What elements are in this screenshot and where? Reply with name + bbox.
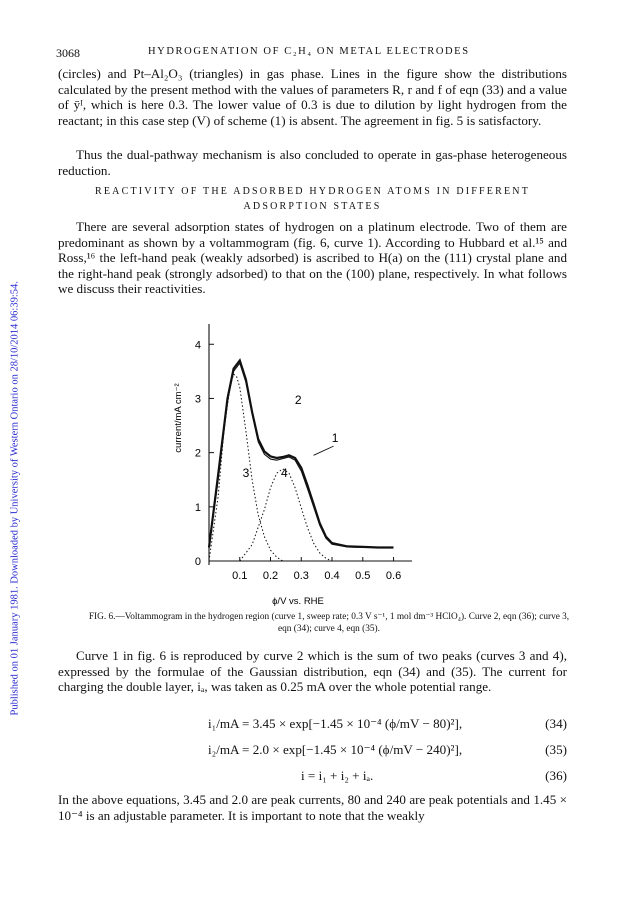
section-heading: REACTIVITY OF THE ADSORBED HYDROGEN ATOMS IN DIFFERENT ADSORPTION STATES [94,186,531,212]
paragraph-4: Curve 1 in fig. 6 is reproduced by curve 2 which is the sum of two peaks (curves 3 and 4), expressed by the formulae of the Gaussian distribution, eqn (34) and (35). The current for charging the double layer, iₐ, was taken as 0.25 mA over the whole potential range. [58,648,567,695]
curve-2 [209,363,394,547]
equation-35-number: (35) [545,742,567,757]
equation-36: i = i₁ + i₂ + iₐ. [301,768,374,783]
equation-34-number: (34) [545,716,567,731]
equation-34: i₁/mA = 3.45 × exp[−1.45 × 10⁻⁴ (ϕ/mV − 80)²], [208,716,463,731]
download-notice[interactable]: Published on 01 January 1981. Downloaded by University of Western Ontario on 28/10/2014 06:39:54. [9,281,21,716]
paragraph-5: In the above equations, 3.45 and 2.0 are peak currents, 80 and 240 are peak potentials and 1.45 × 10⁻⁴ is an adjustable parameter. It is important to note that the weakly [58,792,567,823]
y-tick-label: 2 [194,447,201,460]
curve-1 [209,361,394,548]
running-title: HYDROGENATION OF C₂H₄ ON METAL ELECTRODES [148,46,470,57]
paragraph-1: (circles) and Pt–Al₂O₃ (triangles) in gas phase. Lines in the figure show the distributions calculated by the present method with the values of parameters R, r and f of eqn (33) and a value of ȳᴵ, which is here 0.3. The lower value of 0.3 is due to dilution by light hydrogen from the reactant; in this case step (V) of scheme (1) is absent. The agreement in fig. 5 is satisfactory. [58,66,567,128]
x-tick-label: 0.6 [385,570,402,582]
y-tick-label: 4 [194,339,201,352]
curve-label-2: 2 [294,392,302,407]
paragraph-3: There are several adsorption states of hydrogen on a platinum electrode. Two of them are predominant as shown by a voltammogram (fig. 6, curve 1). According to Hubbard et al.¹⁵ and Ross,¹⁶ the left-hand peak (weakly adsorbed) is ascribed to H(a) on the (111) crystal plane and the right-hand peak (strongly adsorbed) to that on the (100) plane, respectively. In what follows we discuss their reactivities. [58,219,567,297]
page-number: 3068 [56,46,80,60]
curve-label-3: 3 [242,466,250,481]
y-axis-label: current/mA cm⁻² [173,383,184,453]
x-axis-label: ϕ/V vs. RHE [272,596,324,607]
chart-axes [195,324,412,582]
figure-caption: FIG. 6.—Voltammogram in the hydrogen region (curve 1, sweep rate; 0.3 V s⁻¹, 1 mol dm⁻³ HClO₄). Curve 2, eqn (36); curve 3, eqn (34); curve 4, eqn (35). [88,612,570,634]
x-tick-label: 0.3 [293,570,309,582]
x-tick-label: 0.5 [355,570,371,582]
equation-36-number: (36) [545,768,567,783]
chart-curves [209,361,394,562]
equation-35: i₂/mA = 2.0 × exp[−1.45 × 10⁻⁴ (ϕ/mV − 240)²], [208,742,463,757]
paragraph-2: Thus the dual-pathway mechanism is also concluded to operate in gas-phase heterogeneous reduction. [58,147,567,178]
x-tick-label: 0.4 [324,570,340,582]
y-tick-label: 1 [194,501,201,514]
curve-label-1: 1 [331,430,339,445]
curve-label-4: 4 [281,466,288,481]
curve-1-leader [314,446,334,455]
y-tick-label: 0 [194,556,201,568]
x-tick-label: 0.1 [232,570,248,582]
voltammogram-figure [150,318,450,610]
y-tick-label: 3 [194,393,201,406]
x-tick-label: 0.2 [262,570,279,582]
